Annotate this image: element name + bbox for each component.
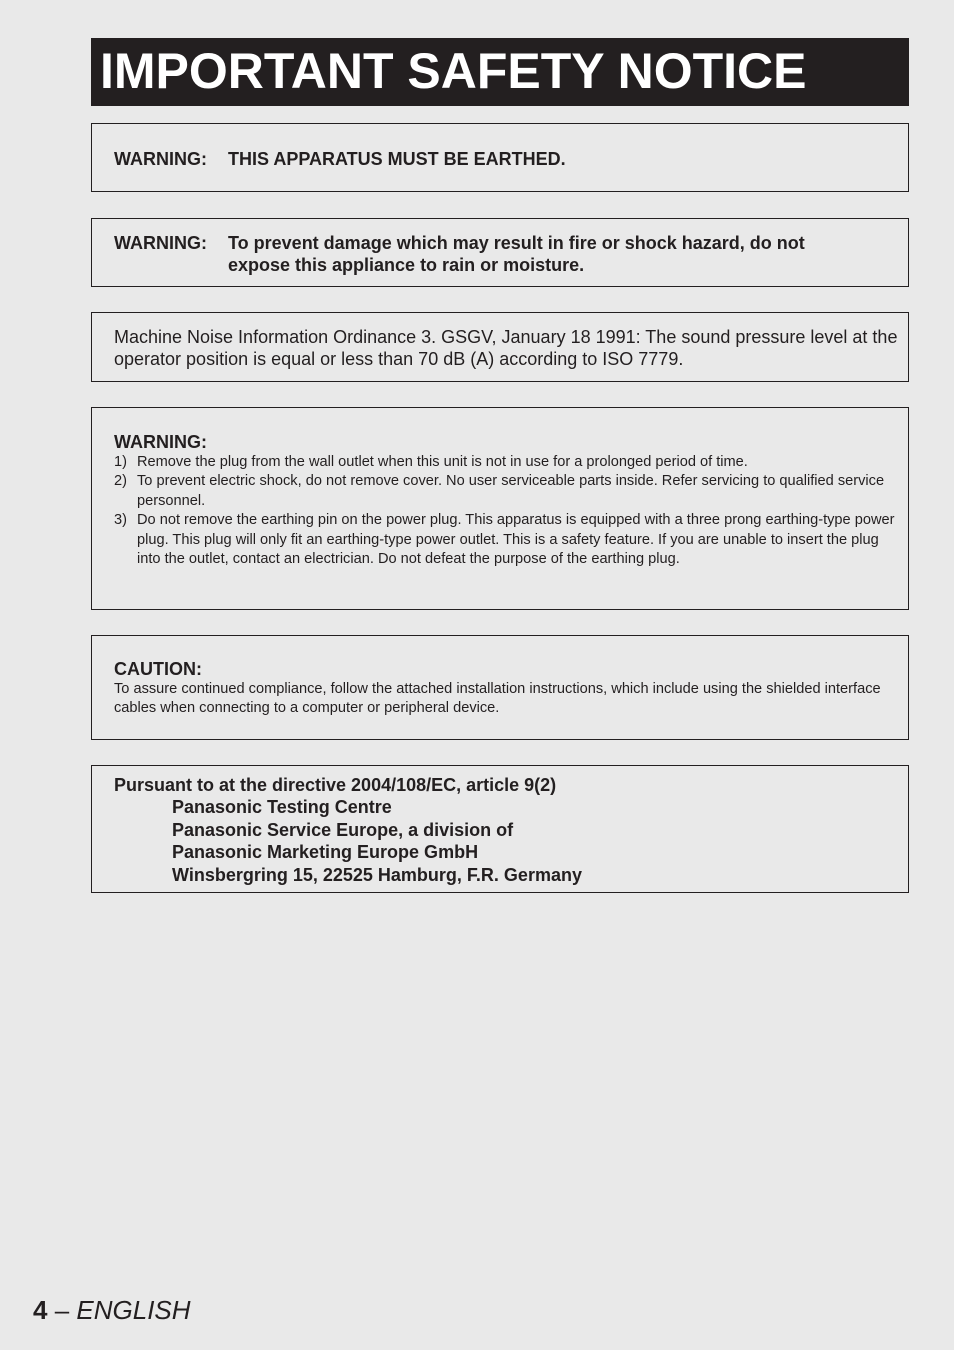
page-title: IMPORTANT SAFETY NOTICE xyxy=(100,43,807,99)
item-number: 3) xyxy=(114,512,127,529)
item-number: 2) xyxy=(114,473,127,490)
warning-label: WARNING: xyxy=(114,149,207,169)
item-number: 1) xyxy=(114,454,127,470)
title-bar xyxy=(91,38,909,106)
caution-box xyxy=(91,635,909,740)
list-item xyxy=(114,511,905,569)
noise-notice-text: Machine Noise Information Ordinance 3. GSGV, January 18 1991: The sound pressure level at the operator position is equal or less than 70 dB (A) according to ISO 7779. xyxy=(114,327,898,369)
warning-list xyxy=(114,453,905,569)
address-line: Winsbergring 15, 22525 Hamburg, F.R. Germany xyxy=(172,864,582,885)
warning-list-box xyxy=(91,407,909,610)
directive-line: Pursuant to at the directive 2004/108/EC, article 9(2) xyxy=(114,775,557,795)
warning-text: THIS APPARATUS MUST BE EARTHED. xyxy=(228,149,566,169)
address-line: Panasonic Marketing Europe GmbH xyxy=(172,842,479,863)
directive-address xyxy=(114,774,902,886)
earthing-warning xyxy=(114,148,900,170)
moisture-warning-box xyxy=(91,218,909,287)
directive-box xyxy=(91,765,909,893)
warning-text: To prevent damage which may result in fire or shock hazard, do not expose this appliance to rain or moisture. xyxy=(228,233,805,275)
item-text: Do not remove the earthing pin on the power plug. This apparatus is equipped with a three prong earthing-type power plug. This plug will only fit an earthing-type power outlet. This is a safety feature. If you are unable to insert the plug into the outlet, contact an electrician. Do not defeat the purpose of the earthing plug. xyxy=(137,512,895,568)
item-text: To prevent electric shock, do not remove cover. No user serviceable parts inside. Refer servicing to qualified service personnel. xyxy=(137,473,885,509)
address-line: Panasonic Testing Centre xyxy=(172,797,392,818)
caution-text: To assure continued compliance, follow the attached installation instructions, which include using the shielded interface cables when connecting to a computer or peripheral device. xyxy=(114,681,881,717)
footer-language: ENGLISH xyxy=(76,1295,191,1325)
page-footer xyxy=(33,1293,191,1327)
address-line: Panasonic Service Europe, a division of xyxy=(172,819,514,840)
list-item xyxy=(114,472,905,511)
warning-heading: WARNING: xyxy=(114,432,207,452)
earthing-warning-box xyxy=(91,123,909,192)
noise-notice-box xyxy=(91,312,909,382)
caution-heading: CAUTION: xyxy=(114,659,202,679)
footer-separator: – xyxy=(47,1295,77,1325)
item-text: Remove the plug from the wall outlet when this unit is not in use for a prolonged period of time. xyxy=(137,454,748,470)
page-number: 4 xyxy=(33,1295,48,1325)
list-item xyxy=(114,453,905,472)
warning-label: WARNING: xyxy=(114,233,207,253)
moisture-warning xyxy=(114,232,900,276)
